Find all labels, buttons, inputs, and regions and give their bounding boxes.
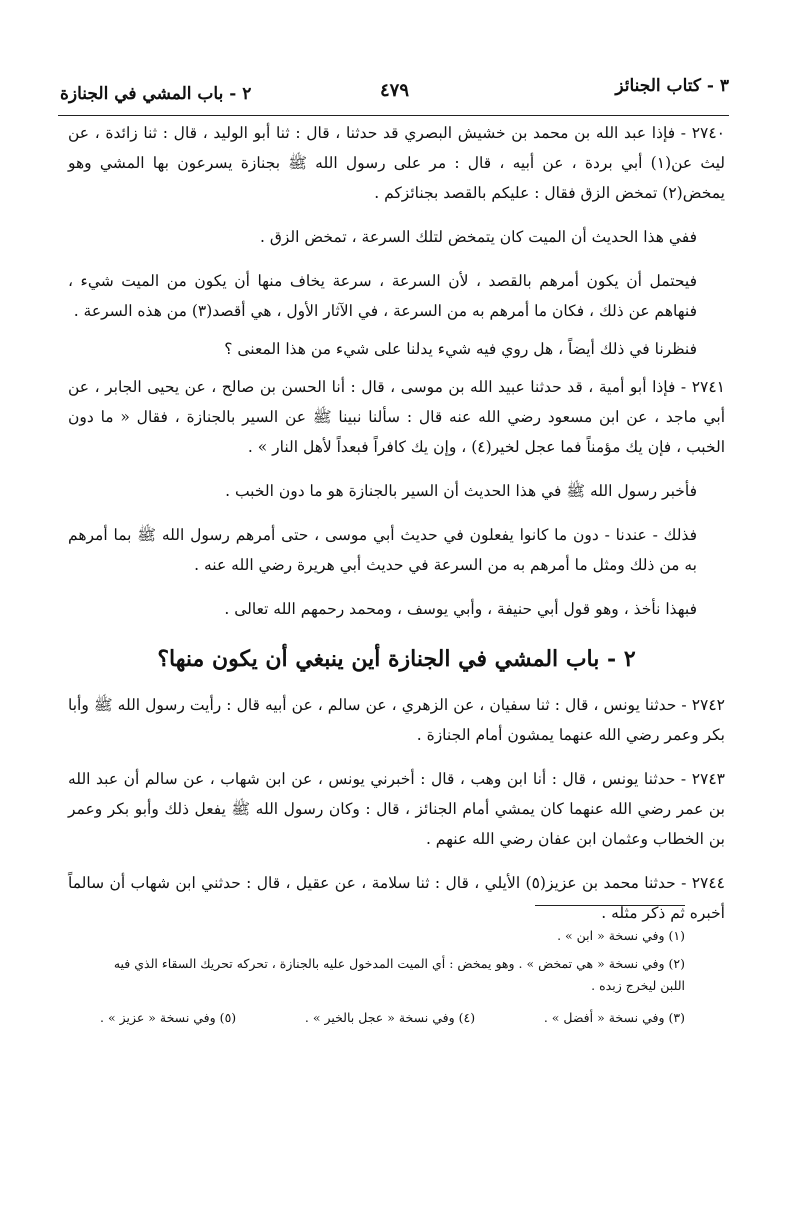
hadith-2744: ٢٧٤٤ - حدثنا محمد بن عزيز(٥) الأيلي ، قال : ثنا سلامة ، عن عقيل ، قال : حدثني ابن شهاب أن سالماً أخبره ثم ذكر مثله .: [68, 874, 725, 922]
footnote-rule: [535, 905, 685, 906]
commentary-1: ففي هذا الحديث أن الميت كان يتمخض لتلك السرعة ، تمخض الزق .: [260, 228, 697, 246]
commentary-5: فذلك - عندنا - دون ما كانوا يفعلون في حديث أبي موسى ، حتى أمرهم رسول الله ﷺ بما أمرهم به من ذلك ومثل ما أمرهم به من السرعة في حديث أبي هريرة رضي الله عنه .: [68, 526, 697, 574]
footnote-5: (٥) وفي نسخة « عزيز » .: [100, 1010, 237, 1025]
chapter-heading: ٢ - باب المشي في الجنازة أين ينبغي أن يكون منها؟: [157, 646, 636, 672]
running-header: [60, 70, 729, 112]
commentary-4: فأخبر رسول الله ﷺ في هذا الحديث أن السير بالجنازة هو ما دون الخبب .: [225, 482, 697, 500]
hadith-2742: ٢٧٤٢ - حدثنا يونس ، قال : ثنا سفيان ، عن الزهري ، عن سالم ، عن أبيه قال : رأيت رسول الله ﷺ وأبا بكر وعمر رضي الله عنهما يمشون أمام الجنازة .: [68, 696, 725, 744]
footnote-4: (٤) وفي نسخة « عجل بالخير » .: [304, 1010, 476, 1025]
footnote-2: (٢) وفي نسخة « هي تمخض » . وهو يمخض : أي الميت المدخول عليه بالجنازة ، تحركه تحريك السقاء الذي فيه اللبن ليخرج زبده .: [113, 956, 685, 993]
header-rule: [58, 115, 729, 116]
main-text: [68, 118, 725, 928]
footnote-3: (٣) وفي نسخة « أفضل » .: [543, 1010, 685, 1025]
page-number: ٤٧٩: [379, 80, 410, 101]
chapter-title: ٣ - كتاب الجنائز: [615, 76, 729, 96]
hadith-2740: ٢٧٤٠ - فإذا عبد الله بن محمد بن خشيش البصري قد حدثنا ، قال : ثنا أبو الوليد ، قال : ثنا زائدة ، عن ليث عن(١) أبي بردة ، عن أبيه ، قال : مر على رسول الله ﷺ بجنازة يسرعون بها المشي وهو يمخض(٢) تمخض الزق فقال : عليكم بالقصد بجنائزكم .: [68, 124, 725, 202]
commentary-3: فنظرنا في ذلك أيضاً ، هل روي فيه شيء يدلنا على شيء من هذا المعنى ؟: [224, 340, 697, 358]
commentary-2: فيحتمل أن يكون أمرهم بالقصد ، لأن السرعة ، سرعة يخاف منها أن يكون من الميت شيء ، فنهاهم عن ذلك ، فكان ما أمرهم به من السرعة ، في الآثار الأول ، هي أقصد(٣) من هذه السرعة .: [68, 272, 697, 320]
commentary-6: فبهذا نأخذ ، وهو قول أبي حنيفة ، وأبي يوسف ، ومحمد رحمهم الله تعالى .: [224, 600, 697, 618]
hadith-2741: ٢٧٤١ - فإذا أبو أمية ، قد حدثنا عبيد الله بن موسى ، قال : أنا الحسن بن صالح ، عن يحيى الجابر ، عن أبي ماجد ، عن ابن مسعود رضي الله عنه قال : سألنا نبينا ﷺ عن السير بالجنازة ، فقال « ما دون الخبب ، فإن يك مؤمناً فما عجل لخير(٤) ، وإن يك كافراً فبعداً لأهل النار » .: [68, 378, 725, 456]
hadith-2743: ٢٧٤٣ - حدثنا يونس ، قال : أنا ابن وهب ، قال : أخبرني يونس ، عن ابن شهاب ، عن سالم أن عبد الله بن عمر رضي الله عنهما كان يمشي أمام الجنائز ، قال : وكان رسول الله ﷺ يفعل ذلك وأبو بكر وعمر بن الخطاب وعثمان ابن عفان رضي الله عنهم .: [68, 770, 725, 848]
footnotes: [100, 925, 685, 1029]
footnote-1: (١) وفي نسخة « ابن » .: [557, 928, 685, 943]
section-running-title: ٢ - باب المشي في الجنازة: [60, 84, 252, 104]
footnote-row: [100, 1007, 685, 1029]
